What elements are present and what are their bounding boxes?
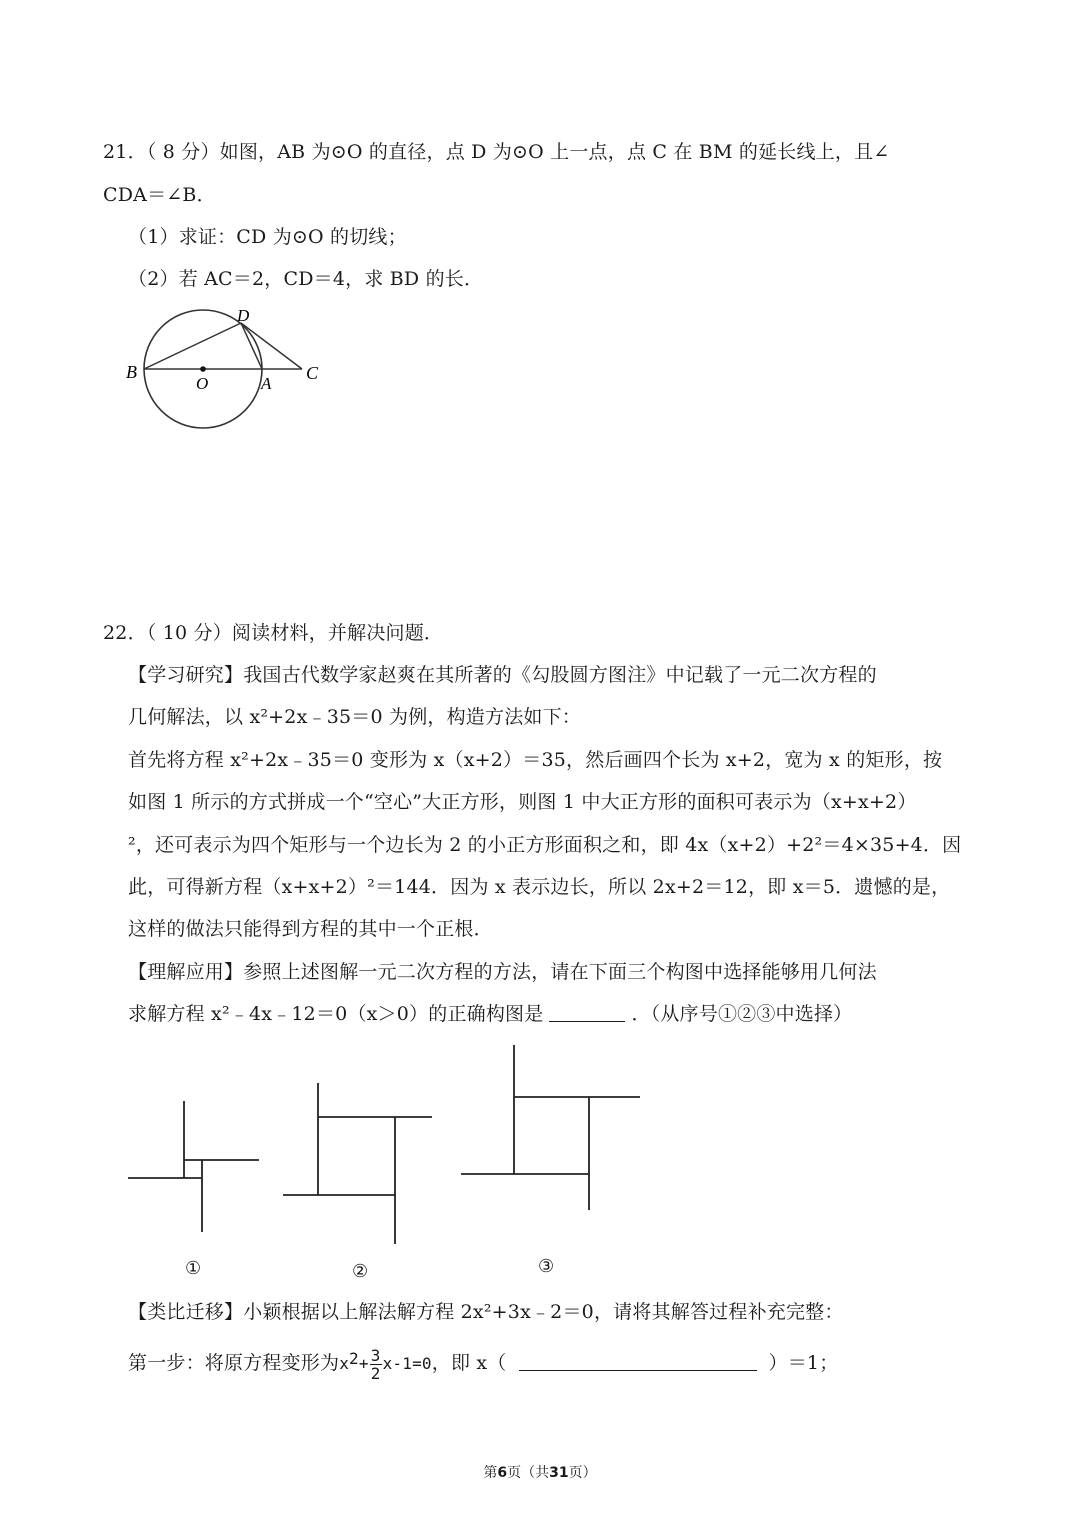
q22-para-line5: 这样的做法只能得到方程的其中一个正根． [128, 918, 493, 940]
step1-post: ）＝1； [768, 1352, 839, 1374]
apply-line2-pre: 求解方程 x²﹣4x﹣12＝0（x＞0）的正确构图是 [128, 1003, 544, 1025]
figure-number-3: ③ [538, 1256, 555, 1277]
q21-line2: CDA＝∠B． [103, 184, 216, 206]
label-a: A [261, 374, 272, 393]
figure-3 [461, 1045, 640, 1210]
line-dc [241, 323, 302, 369]
page-footer [0, 1462, 1080, 1482]
label-b: B [126, 362, 137, 382]
line-da [241, 323, 262, 369]
label-c: C [306, 363, 319, 383]
q22-apply-line2 [128, 1001, 852, 1027]
apply-text: 参照上述图解一元二次方程的方法，请在下面三个构图中选择能够用几何法 [243, 961, 877, 983]
step1-eq-sup: 2 [349, 1349, 359, 1368]
q22-para-line1: 首先将方程 x²+2x﹣35＝0 变形为 x（x+2）＝35，然后画四个长为 x+2，宽为 x 的矩形，按 [128, 749, 943, 771]
footer-mid: 页（共 [507, 1465, 550, 1481]
q21-line1: 21．（ 8 分）如图，AB 为⊙O 的直径，点 D 为⊙O 上一点，点 C 在 BM 的延长线上，且∠ [103, 141, 890, 163]
figure-1 [128, 1101, 259, 1232]
q22-study-line2: 几何解法，以 x²+2x﹣35＝0 为例，构造方法如下： [128, 706, 582, 728]
footer-total: 31 [549, 1465, 569, 1481]
analogy-tag: 【类比迁移】 [128, 1301, 244, 1323]
footer-post: 页） [568, 1465, 597, 1481]
label-o: O [196, 374, 209, 393]
figure-number-1: ① [185, 1258, 202, 1279]
study-text: 我国古代数学家赵爽在其所著的《勾股圆方图注》中记载了一元二次方程的 [243, 664, 877, 686]
q22-study-line1 [128, 662, 877, 688]
answer-blank[interactable] [549, 1001, 625, 1022]
q22-header: 22．（ 10 分）阅读材料，并解决问题． [103, 622, 444, 644]
fraction-denominator: 2 [370, 1363, 381, 1383]
step1-eq-plus: + [358, 1354, 369, 1373]
q22-para-line3: ²，还可表示为四个矩形与一个边长为 2 的小正方形面积之和，即 4x（x+2）+2²＝4×35+4．因 [128, 834, 962, 856]
footer-pre: 第 [483, 1465, 498, 1481]
step1-mid: ，即 x（ [431, 1352, 507, 1374]
step1-blank[interactable] [519, 1350, 757, 1371]
q21-part1: （1）求证：CD 为⊙O 的切线； [128, 226, 407, 248]
label-d: D [237, 306, 250, 325]
q22-para-line2: 如图 1 所示的方式拼成一个“空心”大正方形，则图 1 中大正方形的面积可表示为（x+x+2） [128, 791, 917, 813]
apply-line2-post: ．（从序号①②③中选择） [631, 1003, 853, 1025]
footer-page: 6 [497, 1465, 508, 1481]
step1-fraction [370, 1347, 382, 1382]
figure-number-2: ② [352, 1261, 369, 1282]
step1-pre: 第一步：将原方程变形为 [128, 1352, 340, 1374]
q21-part2: （2）若 AC＝2，CD＝4，求 BD 的长． [128, 268, 484, 290]
apply-tag: 【理解应用】 [128, 961, 244, 983]
q22-step1-line [128, 1346, 838, 1382]
analogy-text: 小颖根据以上解法解方程 2x²+3x﹣2＝0，请将其解答过程补充完整： [243, 1301, 844, 1323]
q21-figure [120, 300, 330, 440]
step1-eq-rest: x-1=0 [382, 1354, 432, 1373]
study-tag: 【学习研究】 [128, 664, 244, 686]
fraction-numerator: 3 [370, 1345, 381, 1365]
q22-para-line4: 此，可得新方程（x+x+2）²＝144．因为 x 表示边长，所以 2x+2＝12，即 x＝5．遗憾的是， [128, 876, 951, 898]
q22-analogy-line [128, 1299, 844, 1325]
step1-eq-x: x [339, 1354, 350, 1373]
center-point [200, 366, 206, 372]
q22-apply-line1 [128, 959, 877, 985]
figure-2 [283, 1083, 432, 1244]
q22-figures [0, 1040, 700, 1250]
